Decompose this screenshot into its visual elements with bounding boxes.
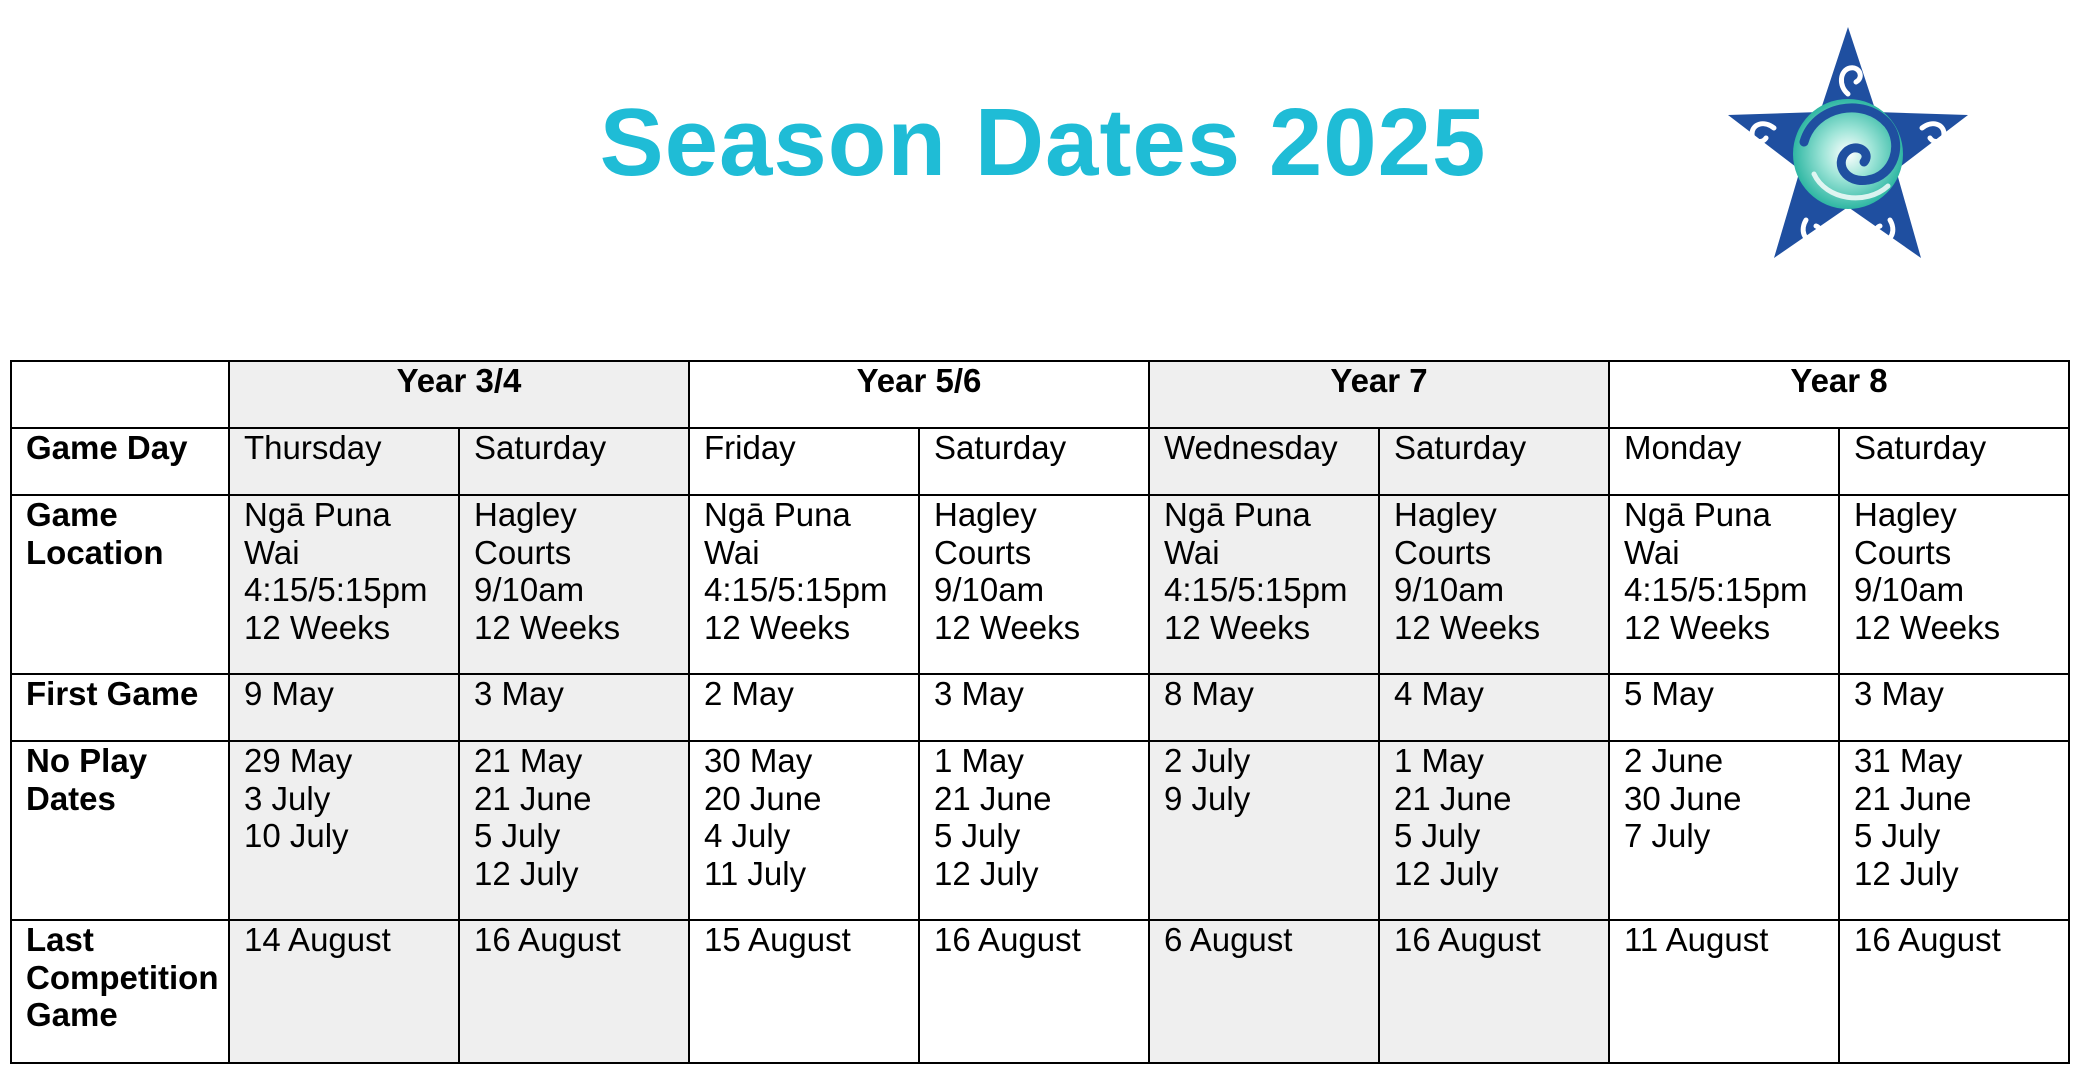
date-line: 2 July — [1164, 742, 1251, 779]
date-line: 5 July — [1394, 817, 1481, 854]
location-line: 12 Weeks — [244, 608, 391, 646]
date-line: 3 July — [244, 779, 331, 817]
location-line: 4:15/5:15pm — [1164, 571, 1348, 608]
location-line: 12 Weeks — [704, 608, 851, 646]
table-header-row — [11, 361, 2069, 428]
label-line: Dates — [26, 779, 116, 817]
date-line: 11 July — [704, 854, 807, 892]
location-line: 9/10am — [934, 571, 1045, 608]
game-location-cell — [919, 495, 1149, 674]
date-line: 30 May — [704, 742, 813, 779]
location-line: Ngā Puna — [1164, 496, 1311, 533]
last-game-cell: 15 August — [689, 920, 919, 1063]
game-location-cell — [689, 495, 919, 674]
year-3-4-header: Year 3/4 — [229, 361, 689, 428]
corner-cell — [11, 361, 229, 428]
no-play-cell — [689, 741, 919, 920]
label-line: Game — [26, 496, 118, 533]
last-game-cell: 16 August — [1839, 920, 2069, 1063]
koru-star-logo-icon — [1718, 24, 1978, 269]
year-5-6-header: Year 5/6 — [689, 361, 1149, 428]
date-line: 1 May — [1394, 742, 1484, 779]
game-location-cell — [1379, 495, 1609, 674]
date-line: 31 May — [1854, 742, 1963, 779]
location-line: Ngā Puna — [1624, 496, 1771, 533]
no-play-cell — [1609, 741, 1839, 920]
label-line: Game — [26, 996, 118, 1033]
location-line: Ngā Puna — [704, 496, 851, 533]
location-line: Ngā Puna — [244, 496, 391, 533]
last-game-cell: 16 August — [919, 920, 1149, 1063]
label-line: No Play — [26, 742, 148, 779]
date-line: 4 July — [704, 817, 791, 854]
page-title: Season Dates 2025 — [599, 89, 1487, 196]
no-play-cell — [1379, 741, 1609, 920]
no-play-cell — [1149, 741, 1379, 920]
first-game-cell: 9 May — [229, 674, 459, 741]
location-line: Hagley — [474, 496, 577, 533]
game-location-cell — [229, 495, 459, 674]
last-game-cell: 16 August — [459, 920, 689, 1063]
game-day-cell: Friday — [689, 428, 919, 495]
first-game-cell: 5 May — [1609, 674, 1839, 741]
last-game-cell: 14 August — [229, 920, 459, 1063]
year-8-header: Year 8 — [1609, 361, 2069, 428]
game-day-row — [11, 428, 2069, 495]
no-play-dates-row — [11, 741, 2069, 920]
date-line: 5 July — [934, 817, 1021, 854]
no-play-cell — [919, 741, 1149, 920]
location-line: 4:15/5:15pm — [1624, 571, 1808, 608]
location-line: Wai — [704, 533, 760, 571]
date-line: 5 July — [1854, 817, 1941, 854]
no-play-cell — [459, 741, 689, 920]
location-line: 12 Weeks — [1624, 608, 1771, 646]
label-line: Location — [26, 533, 164, 571]
game-location-label — [11, 495, 229, 674]
game-day-cell: Wednesday — [1149, 428, 1379, 495]
game-day-cell: Thursday — [229, 428, 459, 495]
game-location-cell — [1609, 495, 1839, 674]
date-line: 29 May — [244, 742, 353, 779]
game-day-cell: Monday — [1609, 428, 1839, 495]
first-game-row — [11, 674, 2069, 741]
first-game-cell: 8 May — [1149, 674, 1379, 741]
location-line: 12 Weeks — [474, 608, 621, 646]
date-line: 12 July — [1854, 854, 1959, 892]
last-game-row — [11, 920, 2069, 1063]
location-line: Hagley — [934, 496, 1037, 533]
year-7-header: Year 7 — [1149, 361, 1609, 428]
location-line: Courts — [934, 533, 1032, 571]
date-line: 21 June — [1394, 779, 1512, 817]
game-location-cell — [1839, 495, 2069, 674]
first-game-cell: 4 May — [1379, 674, 1609, 741]
label-line: Competition — [26, 958, 219, 996]
location-line: Wai — [1164, 533, 1220, 571]
date-line: 7 July — [1624, 817, 1711, 854]
game-day-cell: Saturday — [1839, 428, 2069, 495]
date-line: 12 July — [934, 854, 1039, 892]
location-line: Courts — [474, 533, 572, 571]
date-line: 30 June — [1624, 779, 1742, 817]
date-line: 20 June — [704, 779, 822, 817]
location-line: 12 Weeks — [1394, 608, 1541, 646]
game-day-cell: Saturday — [919, 428, 1149, 495]
date-line: 10 July — [244, 817, 349, 854]
no-play-cell — [1839, 741, 2069, 920]
location-line: Hagley — [1854, 496, 1957, 533]
date-line: 21 June — [934, 779, 1052, 817]
location-line: Courts — [1854, 533, 1952, 571]
game-day-cell: Saturday — [1379, 428, 1609, 495]
location-line: 12 Weeks — [1854, 608, 2001, 646]
first-game-cell: 3 May — [459, 674, 689, 741]
last-game-cell: 6 August — [1149, 920, 1379, 1063]
first-game-label: First Game — [11, 674, 229, 741]
last-game-cell: 11 August — [1609, 920, 1839, 1063]
location-line: 12 Weeks — [934, 608, 1081, 646]
date-line: 5 July — [474, 817, 561, 854]
label-line: Last — [26, 921, 94, 958]
last-game-cell: 16 August — [1379, 920, 1609, 1063]
date-line: 2 June — [1624, 742, 1724, 779]
game-location-cell — [459, 495, 689, 674]
location-line: Wai — [244, 533, 300, 571]
date-line: 21 June — [474, 779, 592, 817]
date-line: 12 July — [1394, 854, 1499, 892]
season-dates-table — [10, 360, 2070, 1064]
last-game-label — [11, 920, 229, 1063]
location-line: 12 Weeks — [1164, 608, 1311, 646]
location-line: 9/10am — [1854, 571, 1965, 608]
date-line: 1 May — [934, 742, 1024, 779]
first-game-cell: 3 May — [1839, 674, 2069, 741]
location-line: 9/10am — [474, 571, 585, 608]
location-line: Wai — [1624, 533, 1680, 571]
no-play-cell — [229, 741, 459, 920]
date-line: 21 June — [1854, 779, 1972, 817]
no-play-dates-label — [11, 741, 229, 920]
first-game-cell: 3 May — [919, 674, 1149, 741]
location-line: 9/10am — [1394, 571, 1505, 608]
first-game-cell: 2 May — [689, 674, 919, 741]
location-line: Courts — [1394, 533, 1492, 571]
game-location-cell — [1149, 495, 1379, 674]
date-line: 21 May — [474, 742, 583, 779]
location-line: 4:15/5:15pm — [704, 571, 888, 608]
location-line: 4:15/5:15pm — [244, 571, 428, 608]
date-line: 9 July — [1164, 779, 1251, 817]
location-line: Hagley — [1394, 496, 1497, 533]
date-line: 12 July — [474, 854, 579, 892]
game-day-cell: Saturday — [459, 428, 689, 495]
game-location-row — [11, 495, 2069, 674]
game-day-label: Game Day — [11, 428, 229, 495]
